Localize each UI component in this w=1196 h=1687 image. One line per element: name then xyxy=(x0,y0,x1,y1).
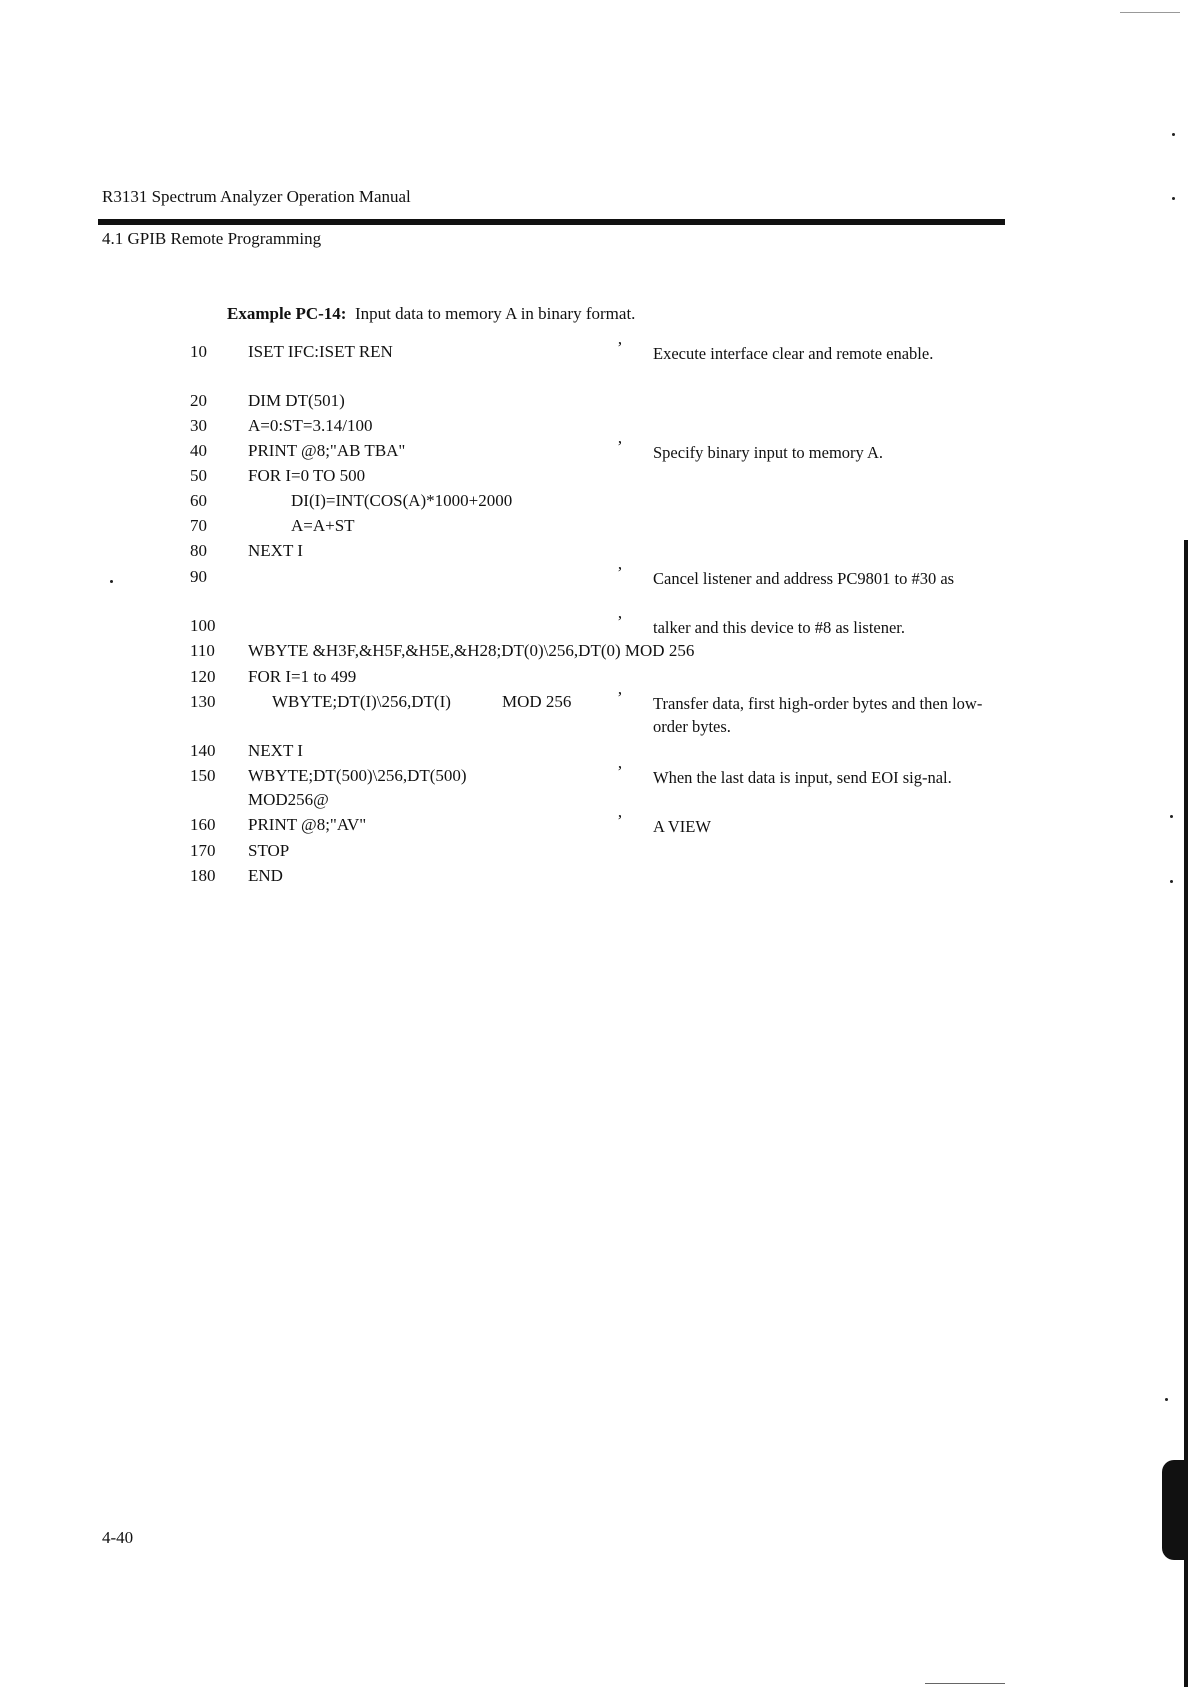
line-number: 180 xyxy=(190,866,216,885)
code-line: STOP xyxy=(248,841,290,860)
code-line: NEXT I xyxy=(248,541,303,560)
code-line: NEXT I xyxy=(248,741,303,760)
scan-speck xyxy=(1172,133,1175,136)
line-number: 100 xyxy=(190,616,216,635)
line-number: 150 xyxy=(190,766,216,785)
line-number: 20 xyxy=(190,391,207,410)
code-comment: When the last data is input, send EOI sig-nal. xyxy=(653,768,952,787)
example-caption: Input data to memory A in binary format. xyxy=(354,304,636,323)
line-number: 160 xyxy=(190,815,216,834)
scan-speck xyxy=(1170,880,1173,883)
code-line: A=0:ST=3.14/100 xyxy=(248,416,373,435)
code-line: WBYTE &H3F,&H5F,&H5E,&H28;DT(0)\256,DT(0) MOD 256 xyxy=(248,641,695,660)
code-comment: A VIEW xyxy=(653,817,711,836)
code-comment: Specify binary input to memory A. xyxy=(653,443,884,462)
example-label: Example PC-14: xyxy=(227,304,347,323)
line-number: 30 xyxy=(190,416,207,435)
scan-edge-top xyxy=(1120,12,1180,13)
line-number: 10 xyxy=(190,342,207,361)
example-heading xyxy=(227,304,635,324)
header-rule xyxy=(98,219,1005,225)
line-number: 90 xyxy=(190,567,207,586)
code-line: PRINT @8;"AV" xyxy=(248,815,367,834)
code-line: A=A+ST xyxy=(291,516,355,535)
line-number: 170 xyxy=(190,841,216,860)
code-comment: Transfer data, first high-order bytes and then low-order bytes. xyxy=(653,694,983,736)
line-number: 120 xyxy=(190,667,216,686)
scan-speck xyxy=(1165,1398,1168,1401)
line-number: 110 xyxy=(190,641,215,660)
comment-mark: ’ xyxy=(617,338,623,357)
code-line: FOR I=1 to 499 xyxy=(248,667,357,686)
page-number: 4-40 xyxy=(102,1528,134,1547)
scan-speck xyxy=(1172,197,1175,200)
code-comment: talker and this device to #8 as listener. xyxy=(653,618,906,637)
code-line-suffix: MOD 256 xyxy=(502,692,572,711)
section-title: 4.1 GPIB Remote Programming xyxy=(102,229,322,248)
comment-mark: ’ xyxy=(617,688,623,707)
comment-mark: ’ xyxy=(617,811,623,830)
comment-mark: ’ xyxy=(617,762,623,781)
scan-speck xyxy=(1170,815,1173,818)
code-comment: Cancel listener and address PC9801 to #30 as xyxy=(653,569,955,588)
code-line: END xyxy=(248,866,283,885)
comment-mark: ’ xyxy=(617,612,623,631)
manual-title: R3131 Spectrum Analyzer Operation Manual xyxy=(102,187,411,206)
scan-edge-bulge xyxy=(1162,1460,1184,1560)
line-number: 140 xyxy=(190,741,216,760)
line-number: 60 xyxy=(190,491,207,510)
code-line: ISET IFC:ISET REN xyxy=(248,342,393,361)
code-line: WBYTE;DT(I)\256,DT(I) xyxy=(272,692,451,711)
code-line: DI(I)=INT(COS(A)*1000+2000 xyxy=(291,491,513,510)
code-line-continuation: MOD256@ xyxy=(248,790,329,809)
code-line: PRINT @8;"AB TBA" xyxy=(248,441,406,460)
scan-edge-bottom xyxy=(925,1683,1005,1684)
code-comment: Execute interface clear and remote enable. xyxy=(653,344,934,363)
scan-edge-right xyxy=(1184,540,1188,1687)
code-line: WBYTE;DT(500)\256,DT(500) xyxy=(248,766,467,785)
code-line: FOR I=0 TO 500 xyxy=(248,466,366,485)
comment-mark: ’ xyxy=(617,563,623,582)
scan-speck xyxy=(110,580,113,583)
line-number: 50 xyxy=(190,466,207,485)
comment-mark: ’ xyxy=(617,437,623,456)
line-number: 80 xyxy=(190,541,207,560)
line-number: 130 xyxy=(190,692,216,711)
code-line: DIM DT(501) xyxy=(248,391,345,410)
line-number: 40 xyxy=(190,441,207,460)
line-number: 70 xyxy=(190,516,207,535)
